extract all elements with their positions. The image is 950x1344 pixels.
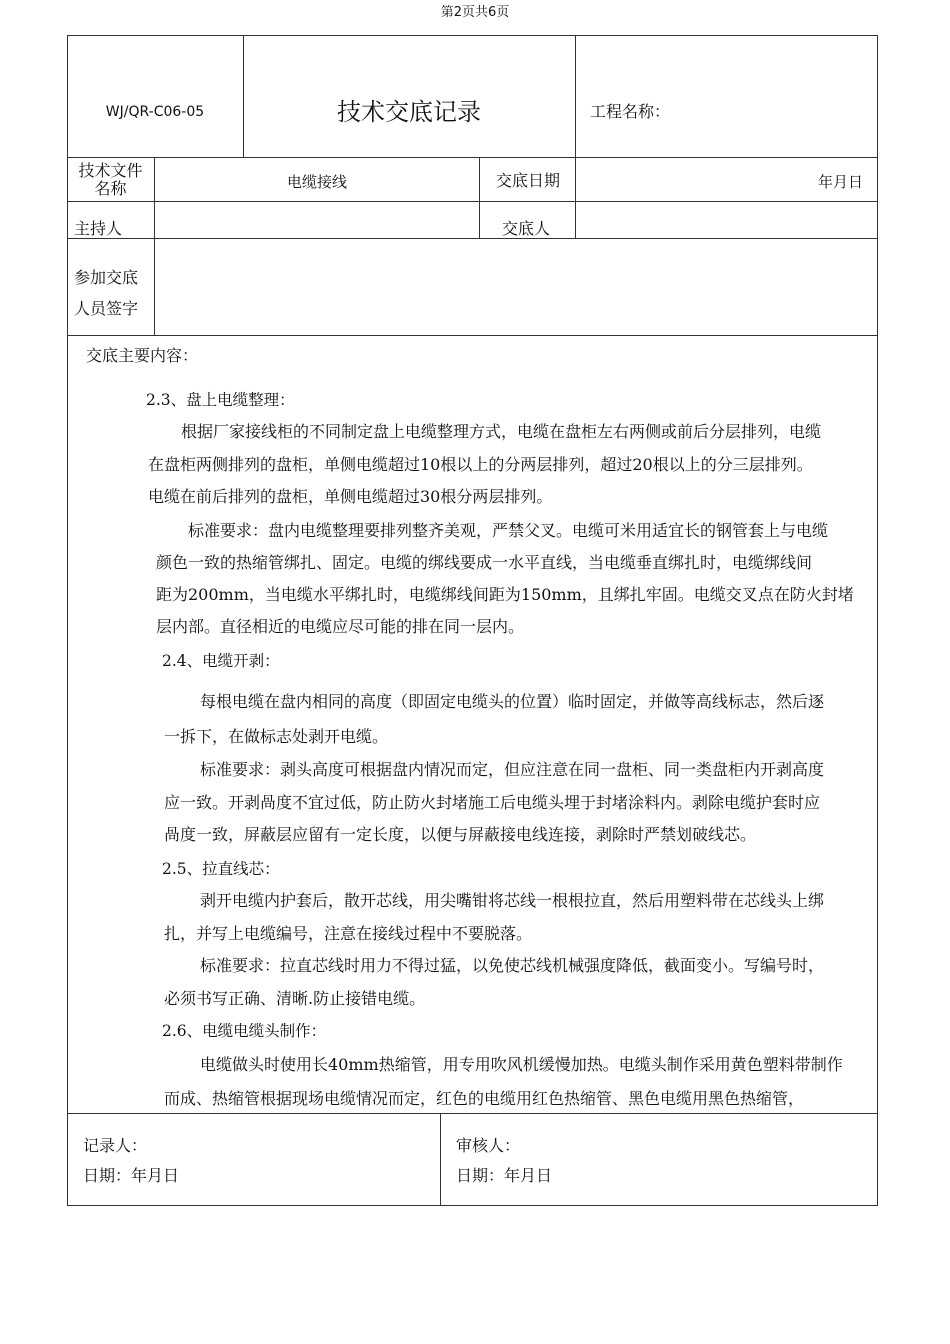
section-2-4-heading: 2.4、电缆开剥： (162, 652, 280, 670)
content-label: 交底主要内容： (86, 346, 199, 365)
presenter-label: 交底人 (502, 219, 551, 238)
doc-name-label-line1: 技术文件 (78, 161, 143, 180)
text-line: 层内部。直径相近的电缆应尽可能的排在同一层内。 (156, 617, 525, 636)
section-2-5-paragraph-1 (164, 884, 824, 950)
section-2-5-paragraph-2 (164, 950, 824, 1015)
text-line: 距为200mm，当电缆水平绑扎时，电缆绑线间距为150mm，且绑扎牢固。电缆交叉点在防火封堵 (156, 585, 854, 604)
reviewer-label: 审核人： (456, 1136, 521, 1155)
project-name-label: 工程名称： (590, 102, 671, 121)
page-number: 第2页共6页 (440, 5, 510, 20)
section-2-6-heading: 2.6、电缆电缆头制作： (162, 1022, 327, 1040)
text-line: 一拆下，在做标志处剥开电缆。 (164, 727, 389, 746)
form-code: WJ/QR-C06-05 (105, 104, 205, 120)
host-label: 主持人 (74, 219, 123, 238)
text-line: 标准要求：盘内电缆整理要排列整齐美观，严禁父叉。电缆可米用适宜长的钢管套上与电缆 (188, 521, 829, 540)
text-line: 剥开电缆内护套后，散开芯线，用尖嘴钳将芯线一根根拉直，然后用塑料带在芯线头上绑 (200, 891, 825, 910)
reviewer-date: 日期：年月日 (456, 1166, 553, 1185)
section-2-3-paragraph-1 (148, 416, 821, 514)
text-line: 根据厂家接线柜的不同制定盘上电缆整理方式，电缆在盘柜左右两侧或前后分层排列，电缆 (181, 422, 822, 441)
text-line: 每根电缆在盘内相同的高度（即固定电缆头的位置）临时固定，并做等高线标志，然后逐 (200, 692, 825, 711)
text-line: 电缆在前后排列的盘柜，单侧电缆超过30根分两层排列。 (148, 487, 553, 506)
text-line: 电缆做头时使用长40mm热缩管，用专用吹风机缓慢加热。电缆头制作采用黄色塑料带制作 (200, 1055, 843, 1074)
section-2-3-paragraph-2 (156, 515, 854, 643)
section-2-4-paragraph-2 (164, 754, 824, 852)
recorder-label: 记录人： (83, 1136, 148, 1155)
text-line: 而成、热缩管根据现场电缆情况而定，红色的电缆用红色热缩管、黑色电缆用黑色热缩管， (164, 1089, 805, 1108)
text-line: 标准要求：拉直芯线时用力不得过猛，以免使芯线机械强度降低，截面变小。写编号时， (200, 956, 825, 975)
date-label: 交底日期 (496, 171, 561, 190)
attendees-label-line2: 人员签字 (74, 299, 139, 318)
recorder-date: 日期：年月日 (83, 1166, 180, 1185)
text-line: 咼度一致，屏蔽层应留有一定长度，以便与屏蔽接电线连接，剥除时严禁划破线芯。 (164, 825, 757, 844)
attendees-label-line1: 参加交底 (74, 268, 139, 287)
text-line: 扎，并写上电缆编号，注意在接线过程中不要脱落。 (164, 924, 533, 943)
text-line: 应一致。开剥咼度不宜过低，防止防火封堵施工后电缆头埋于封堵涂料内。剥除电缆护套时应 (164, 792, 821, 812)
form-title: 技术交底记录 (337, 98, 481, 126)
section-2-5-heading: 2.5、拉直线芯： (162, 860, 280, 878)
attendees-label (74, 262, 138, 324)
section-2-4-paragraph-1 (164, 684, 824, 754)
text-line: 标准要求：剥头高度可根据盘内情况而定，但应注意在同一盘柜、同一类盘柜内开剥高度 (200, 760, 825, 779)
doc-name-label (67, 162, 154, 198)
date-value: 年月日 (818, 173, 864, 191)
doc-name-label-line2: 名称 (94, 179, 127, 198)
text-line: 颜色一致的热缩管绑扎、固定。电缆的绑线要成一水平直线，当电缆垂直绑扎时，电缆绑线间 (156, 553, 813, 572)
section-2-3-heading: 2.3、盘上电缆整理： (146, 391, 295, 409)
text-line: 在盘柜两侧排列的盘柜，单侧电缆超过10根以上的分两层排列，超过20根以上的分三层排列。 (148, 454, 813, 474)
text-line: 必须书写正确、清晰.防止接错电缆。 (164, 988, 426, 1008)
section-2-6-paragraph-1 (164, 1048, 843, 1116)
doc-name-value: 电缆接线 (287, 173, 348, 191)
